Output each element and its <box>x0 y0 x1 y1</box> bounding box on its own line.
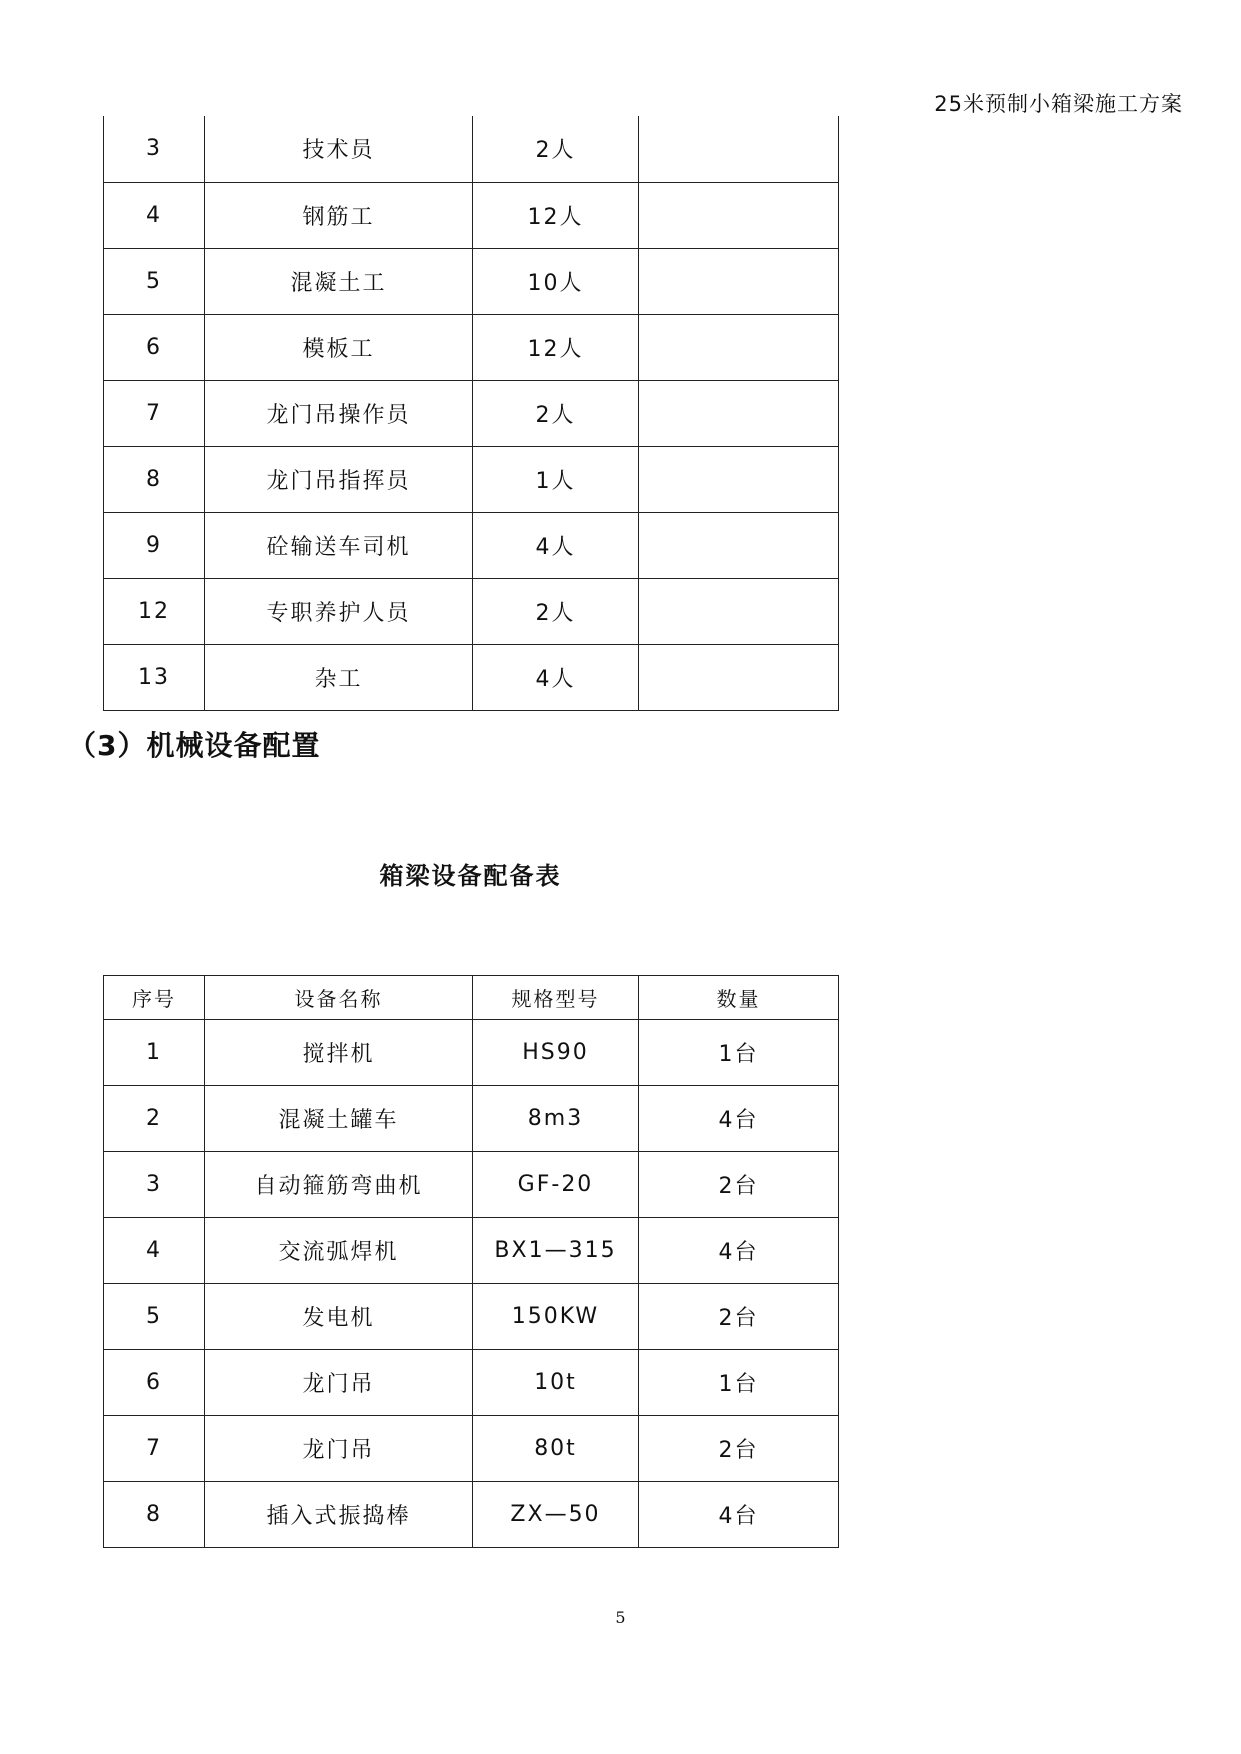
document-header-title: 25米预制小箱梁施工方案 <box>934 92 1183 116</box>
cell-note <box>639 248 839 314</box>
cell-count: 12人 <box>473 182 639 248</box>
cell-count: 1人 <box>473 446 639 512</box>
table-row <box>104 314 839 380</box>
equipment-table-title: 箱梁设备配备表 <box>379 862 562 890</box>
cell-role: 混凝土工 <box>205 248 473 314</box>
cell-name: 搅拌机 <box>205 1020 473 1086</box>
cell-no: 6 <box>104 314 205 380</box>
table-row <box>104 1086 839 1152</box>
table-row <box>104 1218 839 1284</box>
cell-name: 发电机 <box>205 1284 473 1350</box>
cell-role: 杂工 <box>205 644 473 710</box>
table-row <box>104 1482 839 1548</box>
table-row <box>104 116 839 182</box>
cell-name: 龙门吊 <box>205 1416 473 1482</box>
cell-role: 技术员 <box>205 116 473 182</box>
staff-table-body <box>104 116 839 710</box>
cell-count: 2人 <box>473 116 639 182</box>
cell-count: 4人 <box>473 644 639 710</box>
cell-no: 9 <box>104 512 205 578</box>
cell-no: 7 <box>104 380 205 446</box>
cell-no: 12 <box>104 578 205 644</box>
cell-no: 5 <box>104 1284 205 1350</box>
section-heading: （3）机械设备配置 <box>68 729 321 762</box>
cell-name: 龙门吊 <box>205 1350 473 1416</box>
cell-model: GF-20 <box>473 1152 639 1218</box>
cell-no: 7 <box>104 1416 205 1482</box>
table-row <box>104 512 839 578</box>
header-cell-qty: 数量 <box>639 976 839 1020</box>
cell-role: 模板工 <box>205 314 473 380</box>
table-row <box>104 182 839 248</box>
cell-count: 12人 <box>473 314 639 380</box>
table-row <box>104 1350 839 1416</box>
cell-no: 2 <box>104 1086 205 1152</box>
cell-note <box>639 380 839 446</box>
table-row <box>104 248 839 314</box>
header-cell-no: 序号 <box>104 976 205 1020</box>
cell-note <box>639 644 839 710</box>
cell-no: 1 <box>104 1020 205 1086</box>
page-number: 5 <box>615 1608 626 1627</box>
table-row <box>104 578 839 644</box>
equipment-table-body <box>104 1020 839 1548</box>
cell-qty: 2台 <box>639 1152 839 1218</box>
cell-count: 2人 <box>473 578 639 644</box>
cell-name: 插入式振捣棒 <box>205 1482 473 1548</box>
cell-no: 3 <box>104 1152 205 1218</box>
cell-qty: 4台 <box>639 1482 839 1548</box>
cell-role: 钢筋工 <box>205 182 473 248</box>
cell-qty: 4台 <box>639 1218 839 1284</box>
cell-qty: 2台 <box>639 1416 839 1482</box>
cell-model: ZX—50 <box>473 1482 639 1548</box>
cell-no: 5 <box>104 248 205 314</box>
cell-role: 专职养护人员 <box>205 578 473 644</box>
cell-note <box>639 182 839 248</box>
cell-name: 自动箍筋弯曲机 <box>205 1152 473 1218</box>
cell-count: 2人 <box>473 380 639 446</box>
cell-note <box>639 314 839 380</box>
cell-name: 交流弧焊机 <box>205 1218 473 1284</box>
cell-note <box>639 116 839 182</box>
equipment-table-header-row <box>104 976 839 1020</box>
cell-model: 150KW <box>473 1284 639 1350</box>
cell-no: 13 <box>104 644 205 710</box>
cell-model: BX1—315 <box>473 1218 639 1284</box>
header-cell-model: 规格型号 <box>473 976 639 1020</box>
cell-note <box>639 578 839 644</box>
equipment-table <box>103 975 839 1548</box>
cell-no: 3 <box>104 116 205 182</box>
cell-count: 4人 <box>473 512 639 578</box>
cell-model: 80t <box>473 1416 639 1482</box>
cell-qty: 4台 <box>639 1086 839 1152</box>
table-row <box>104 1284 839 1350</box>
cell-no: 6 <box>104 1350 205 1416</box>
table-row <box>104 1416 839 1482</box>
cell-note <box>639 512 839 578</box>
cell-role: 龙门吊指挥员 <box>205 446 473 512</box>
header-cell-name: 设备名称 <box>205 976 473 1020</box>
cell-qty: 1台 <box>639 1020 839 1086</box>
cell-qty: 1台 <box>639 1350 839 1416</box>
cell-no: 4 <box>104 182 205 248</box>
cell-role: 龙门吊操作员 <box>205 380 473 446</box>
staff-table <box>103 116 839 711</box>
table-row <box>104 1020 839 1086</box>
table-row <box>104 644 839 710</box>
table-row <box>104 1152 839 1218</box>
cell-name: 混凝土罐车 <box>205 1086 473 1152</box>
cell-role: 砼输送车司机 <box>205 512 473 578</box>
cell-qty: 2台 <box>639 1284 839 1350</box>
cell-no: 8 <box>104 1482 205 1548</box>
cell-no: 8 <box>104 446 205 512</box>
cell-model: 8m3 <box>473 1086 639 1152</box>
table-row <box>104 446 839 512</box>
cell-no: 4 <box>104 1218 205 1284</box>
cell-note <box>639 446 839 512</box>
table-row <box>104 380 839 446</box>
cell-model: 10t <box>473 1350 639 1416</box>
cell-model: HS90 <box>473 1020 639 1086</box>
cell-count: 10人 <box>473 248 639 314</box>
